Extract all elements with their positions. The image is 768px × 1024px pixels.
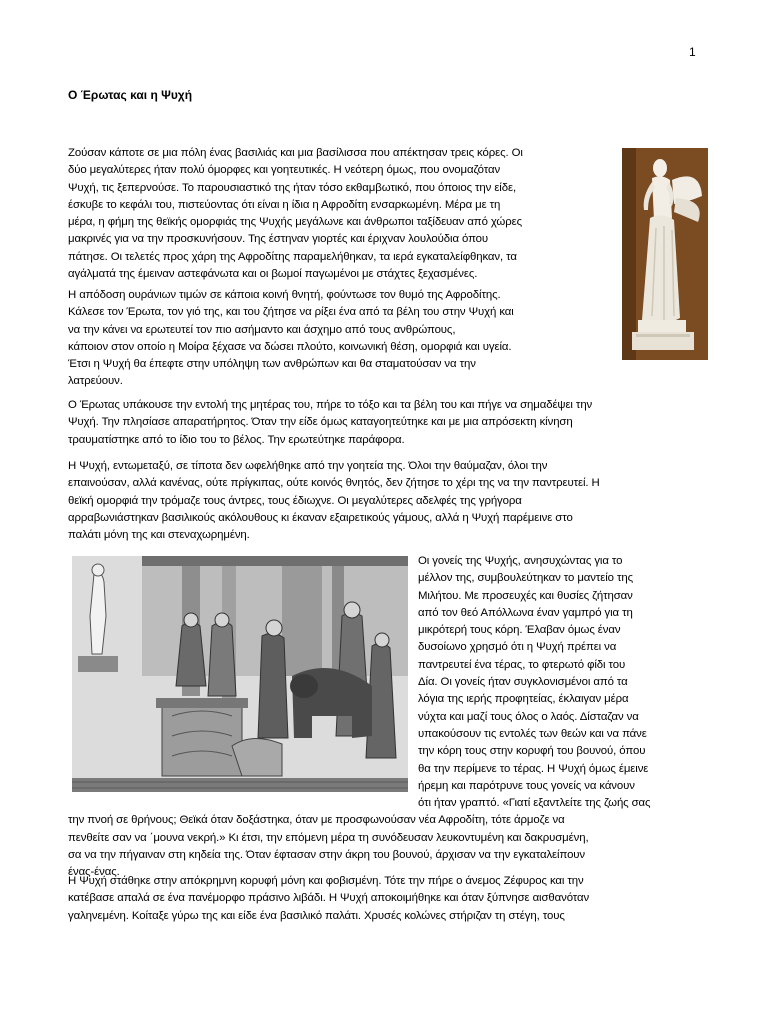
text-line: κάποιον στον οποίο η Μοίρα ξέχασε να δώσει πλούτο, κοινωνική θέση, ομορφιά και υγεία. bbox=[68, 340, 512, 353]
text-line: Μιλήτου. Με προσευχές και θυσίες ζήτησαν bbox=[418, 589, 633, 602]
paragraph-1 bbox=[68, 145, 613, 283]
text-line: μακρινές για να την προσκυνήσουν. Της έστηναν γιορτές και έριχναν λουλούδια όπου bbox=[68, 233, 489, 246]
text-line: πενθείτε σαν να ΄μουνα νεκρή.» Κι έτσι, την επόμενη μέρα τη συνόδευσαν λευκοντυμένη και δακρυσμένη, bbox=[68, 831, 589, 844]
text-line: ότι ήταν γραπτό. «Γιατί εξαντλείτε της ζωής σας bbox=[418, 797, 651, 810]
text-line: την κόρη τους στην κορυφή του βουνού, όπου bbox=[418, 745, 646, 758]
text-line: θα την περίμενε το τέρας. Η Ψυχή όμως έμεινε bbox=[418, 762, 649, 775]
text-line: επαινούσαν, αλλά κανένας, ούτε πρίγκιπας, ούτε κοινός θνητός, δεν ζήτησε το χέρι της να την παντρευτεί. Η bbox=[68, 477, 600, 490]
text-line: θεϊκή ομορφιά την τρόμαζε τους άντρες, τους έδιωχνε. Οι μεγαλύτερες αδελφές της γρήγορα bbox=[68, 494, 522, 507]
text-line: Έτσι η Ψυχή θα έπεφτε στην υπόληψη των ανθρώπων και θα σταματούσαν να την bbox=[68, 358, 476, 371]
text-line: γαληνεμένη. Κοίταξε γύρω της και είδε ένα βασιλικό παλάτι. Χρυσές κολώνες στήριζαν τη στέγη, τους bbox=[68, 909, 565, 922]
paragraph-3 bbox=[68, 397, 708, 449]
paragraph-6 bbox=[68, 873, 708, 925]
text-line: παλάτι μόνη της και στεναχωρημένη. bbox=[68, 529, 250, 542]
statue-image bbox=[622, 148, 708, 360]
paragraph-2 bbox=[68, 287, 613, 391]
text-line: να την κάνει να ερωτευτεί τον πιο ασήμαντο και άσχημο από τους ανθρώπους, bbox=[68, 323, 456, 336]
text-line: μέρα, η φήμη της θεϊκής ομορφιάς της Ψυχής μεγάλωνε και άνθρωποι ταξίδευαν από χώρες bbox=[68, 216, 522, 229]
text-line: από τον θεό Απόλλωνα έναν γαμπρό για τη bbox=[418, 606, 633, 619]
text-line: μέλλον της, συμβουλεύτηκαν το μαντείο της bbox=[418, 572, 633, 585]
text-line: πάτησε. Οι τελετές προς χάρη της Αφροδίτης παραμελήθηκαν, τα ιερά εγκαταλείφθηκαν, τα bbox=[68, 250, 517, 263]
text-line: δύο μεγαλύτερες ήταν πολύ όμορφες και γοητευτικές. Η νεότερη όμως, που ονομαζόταν bbox=[68, 164, 501, 177]
text-line: Η Ψυχή στάθηκε στην απόκρημνη κορυφή μόνη και φοβισμένη. Τότε την πήρε ο άνεμος Ζέφυρος και την bbox=[68, 875, 584, 887]
text-line: κατέβασε απαλά σε ένα πανέμορφο πράσινο λιβάδι. Η Ψυχή αποκοιμήθηκε και όταν ξύπνησε αισθανόταν bbox=[68, 892, 590, 905]
text-line: νύχτα και μαζί τους όλος ο λαός. Δίσταζαν να bbox=[418, 710, 639, 723]
document-title: Ο Έρωτας και η Ψυχή bbox=[68, 88, 193, 102]
text-line: παντρευτεί ένα τέρας, το φτερωτό φίδι του bbox=[418, 658, 626, 671]
text-line: αρραβωνιάστηκαν βασιλικούς ακόλουθους κι έκαναν εξαιρετικούς γάμους, αλλά η Ψυχή παρέμεινε στο bbox=[68, 511, 573, 524]
paragraph-4 bbox=[68, 458, 708, 544]
text-line: δυσοίωνο χρησμό ότι η Ψυχή πρέπει να bbox=[418, 641, 617, 654]
text-line: Ο Έρωτας υπάκουσε την εντολή της μητέρας του, πήρε το τόξο και τα βέλη του και πήγε να σημαδέψει την bbox=[68, 399, 593, 411]
text-line: λόγια της ιερής προφητείας, έκλαιγαν μέρα bbox=[418, 693, 629, 706]
page-number: 1 bbox=[689, 45, 696, 59]
text-line: τραυματίστηκε από το ίδιο του το βέλος. Την ερωτεύτηκε παράφορα. bbox=[68, 433, 405, 446]
text-line: Ψυχή. Την πλησίασε απαρατήρητος. Όταν την είδε όμως καταγοητεύτηκε και με μια απρόσεκτη κίνηση bbox=[68, 416, 573, 429]
text-line: αγάλματά της έμειναν αστεφάνωτα και οι βωμοί παγωμένοι με στάχτες ξεχασμένες. bbox=[68, 268, 478, 281]
text-line: υπακούσουν τις εντολές των θεών και να πάνε bbox=[418, 727, 647, 740]
text-line: Οι γονείς της Ψυχής, ανησυχώντας για το bbox=[418, 555, 623, 567]
text-line: μικρότερή τους κόρη. Έλαβαν όμως έναν bbox=[418, 624, 621, 637]
text-line: ένας-ένας. bbox=[68, 866, 120, 879]
text-line: Ζούσαν κάποτε σε μια πόλη ένας βασιλιάς και μια βασίλισσα που απέκτησαν τρεις κόρες. Οι bbox=[68, 147, 523, 159]
text-line: έσκυβε το κεφάλι του, πιστεύοντας ότι είναι η ίδια η Αφροδίτη ενσαρκωμένη. Μέρα με τη bbox=[68, 198, 501, 211]
text-line: Κάλεσε τον Έρωτα, τον γιό της, και του ζήτησε να ρίξει ένα από τα βέλη του στην Ψυχή και bbox=[68, 306, 514, 319]
text-line: ήρεμη και παρότρυνε τους γονείς να κάνουν bbox=[418, 779, 635, 792]
text-line: Δία. Οι γονείς ήταν συγκλονισμένοι από τα bbox=[418, 676, 628, 689]
text-line: σα να την πήγαιναν στη κηδεία της. Όταν έφτασαν στην άκρη του βουνού, άρχισαν να την εγκαταλείπουν bbox=[68, 849, 586, 862]
text-line: την πνοή σε θρήνους; Θεϊκά όταν δοξάστηκα, όταν με προσφωνούσαν νέα Αφροδίτη, τότε άρμοζε να bbox=[68, 814, 565, 827]
text-line: λατρεύουν. bbox=[68, 375, 123, 388]
text-line: Η απόδοση ουράνιων τιμών σε κάποια κοινή θνητή, φούντωσε τον θυμό της Αφροδίτης. bbox=[68, 289, 501, 301]
text-line: Ψυχή, τις ξεπερνούσε. Το παρουσιαστικό της ήταν τόσο εκθαμβωτικό, που όποιος την είδε, bbox=[68, 181, 517, 194]
text-line: Η Ψυχή, εντωμεταξύ, σε τίποτα δεν ωφελήθηκε από την γοητεία της. Όλοι την θαύμαζαν, όλοι την bbox=[68, 460, 548, 472]
paragraph-5 bbox=[68, 553, 708, 882]
